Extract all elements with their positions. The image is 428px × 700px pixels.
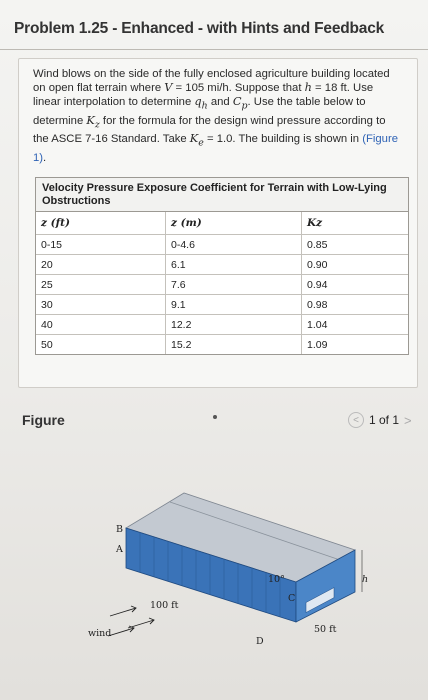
problem-panel	[18, 58, 418, 388]
math-kz: K	[86, 113, 95, 127]
math-ke-value: = 1.0	[203, 133, 233, 146]
math-q: q	[194, 95, 202, 109]
wind-arrows	[108, 606, 154, 636]
table-header-row	[36, 212, 408, 234]
next-figure-button[interactable]: >	[404, 412, 412, 428]
title-divider	[0, 49, 428, 50]
table-header: z (ft)	[36, 212, 166, 234]
problem-statement	[33, 67, 399, 165]
table-cell: 50	[36, 335, 166, 354]
label-b: B	[116, 524, 123, 535]
table-cell: 0-4.6	[166, 235, 302, 254]
table-caption: Velocity Pressure Exposure Coefficient for Terrain with Low-Lying Obstructions	[36, 178, 408, 212]
table-cell: 15.2	[166, 335, 302, 354]
table-header: Kz	[307, 217, 323, 229]
building-figure	[70, 490, 370, 660]
table-cell: 12.2	[166, 315, 302, 334]
label-d: D	[256, 636, 264, 647]
page-title: Problem 1.25 - Enhanced - with Hints and Feedback	[14, 20, 385, 37]
figure-link[interactable]: (Figure 1)	[33, 133, 399, 164]
table-row	[36, 274, 408, 294]
kz-table	[35, 177, 409, 355]
statement-text: .	[43, 151, 47, 164]
label-angle: 10°	[268, 574, 285, 585]
statement-text: and	[207, 96, 233, 109]
math-v: V	[164, 81, 173, 95]
statement-text: . Use linear interpolation to determine	[33, 82, 374, 109]
prev-figure-button[interactable]: <	[348, 412, 364, 428]
table-cell: 0.90	[307, 258, 328, 271]
table-row	[36, 234, 408, 254]
table-cell: 0.85	[307, 238, 328, 251]
label-c: C	[288, 593, 296, 604]
statement-text: . Use the table below to determine	[33, 96, 366, 127]
table-row	[36, 294, 408, 314]
statement-text: Wind blows on the side of the fully enclosed agriculture building located on open flat terrain where	[33, 68, 390, 95]
figure-heading: Figure	[22, 412, 65, 428]
table-row	[36, 314, 408, 334]
table-row	[36, 254, 408, 274]
table-cell: 1.09	[307, 338, 328, 351]
label-wind: wind	[88, 628, 112, 639]
table-header: z (m)	[166, 212, 302, 234]
math-ke: K	[189, 132, 199, 146]
table-cell: 25	[36, 275, 166, 294]
math-h: h	[304, 81, 312, 95]
table-row	[36, 334, 408, 354]
label-width: 50 ft	[314, 624, 337, 635]
math-cp-sub: p	[241, 100, 248, 112]
math-kz-sub: z	[94, 119, 100, 131]
math-ke-sub: e	[198, 137, 204, 149]
pager-count: 1 of 1	[369, 413, 400, 427]
table-cell: 9.1	[166, 295, 302, 314]
math-h-value: = 18 ft	[311, 82, 347, 95]
table-cell: 7.6	[166, 275, 302, 294]
label-a: A	[116, 544, 123, 555]
table-cell: 30	[36, 295, 166, 314]
statement-text: . Suppose that	[228, 82, 305, 95]
math-v-value: = 105 mi/h	[172, 82, 229, 95]
label-length: 100 ft	[150, 600, 179, 611]
table-cell: 0.98	[307, 298, 328, 311]
label-h: h	[362, 574, 369, 585]
statement-text: for the formula for the design wind pressure according to the ASCE 7-16 Standard. Take	[33, 114, 386, 146]
table-cell: 20	[36, 255, 166, 274]
math-cp: C	[232, 95, 242, 109]
table-cell: 6.1	[166, 255, 302, 274]
statement-text: . The building is shown in	[232, 133, 363, 146]
math-q-sub: h	[201, 100, 208, 112]
table-cell: 1.04	[307, 318, 328, 331]
cursor-dot	[213, 415, 217, 419]
figure-pager	[348, 412, 412, 428]
table-cell: 0-15	[36, 235, 166, 254]
table-cell: 40	[36, 315, 166, 334]
table-cell: 0.94	[307, 278, 328, 291]
